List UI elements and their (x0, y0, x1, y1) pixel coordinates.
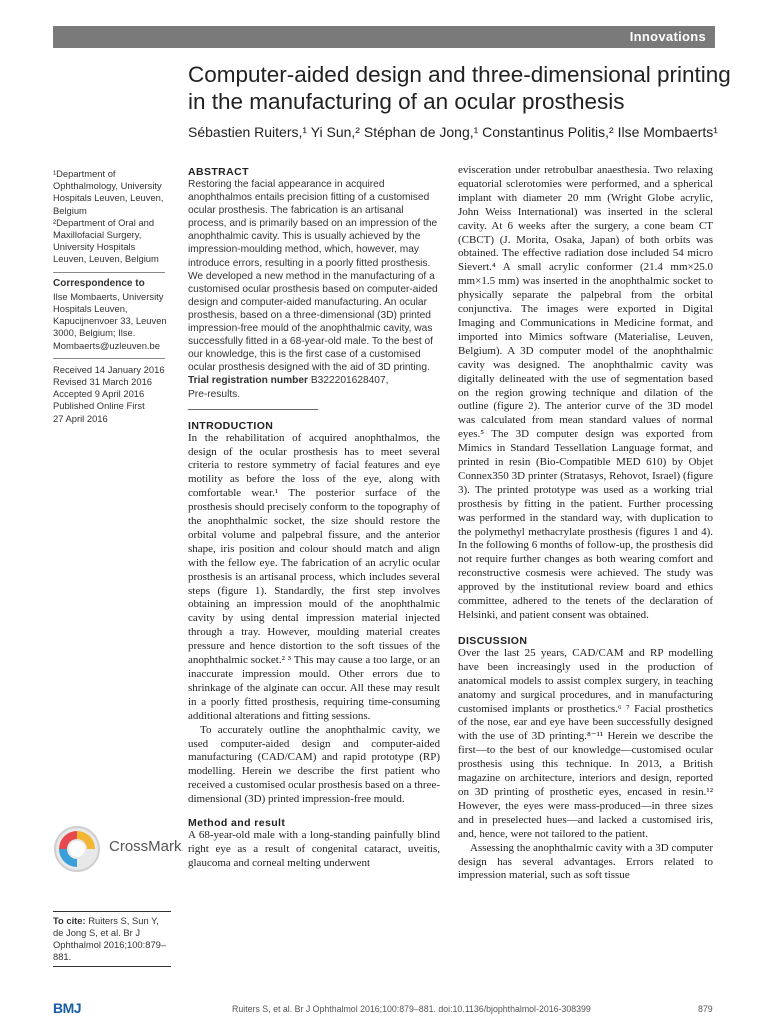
divider (188, 409, 318, 410)
page-number: 879 (698, 1004, 713, 1014)
affiliation-1: ¹Department of Ophthalmology, University Hospitals Leuven, Leuven, Belgium (53, 168, 164, 216)
sidebar (53, 168, 171, 425)
divider (53, 358, 165, 359)
middle-column (188, 166, 440, 871)
affiliation-2: ²Department of Oral and Maxillofacial Surgery, University Hospitals Leuven, Leuven, Belgium (53, 216, 159, 265)
author-list: Sébastien Ruiters,¹ Yi Sun,² Stéphan de Jong,¹ Constantinus Politis,² Ilse Mombaerts¹ (188, 124, 718, 140)
discussion-paragraph-1: Over the last 25 years, CAD/CAM and RP modelling have been increasingly used in the production of anatomical models to assist complex surgery, in teaching anatomy and surgical procedures, and in manufacturing customised implants or prosthetics.⁶ ⁷ Facial prosthetics of the nose, ear and eye have been successfully designed with the use of 3D printing.⁸⁻¹¹ Herein we describe the first—to the best of our knowledge—customised ocular prosthesis using this technique. In 2013, a British magazine on architecture, interiors and design, reported on 3D printing of prosthetic eyes, encased in resin.¹² However, the eyes were mass-produced—in three sizes and in preselected hues—and lacked a customised iris, and, hence, were not tailored to the patient. (458, 646, 713, 840)
footer-citation: Ruiters S, et al. Br J Ophthalmol 2016;100:879–881. doi:10.1136/bjophthalmol-2016-308399 (232, 1004, 591, 1014)
divider (53, 272, 165, 273)
published-label: Published Online First (53, 400, 145, 412)
abstract-heading: ABSTRACT (188, 166, 249, 178)
discussion-paragraph-2: Assessing the anophthalmic cavity with a 3D computer design has several advantages. Errors related to impression material, such as soft tissue (458, 841, 713, 882)
method-paragraph-continued: evisceration under retrobulbar anaesthesia. Two relaxing equatorial sclerotomies were performed, and a spherical implant with diameter 20 mm (Wright Globe acrylic, John Weiss International) was inserted in the scleral cavity. At 6 weeks after the surgery, a cone beam CT (CBCT) (J. Morita, Osaka, Japan) of both orbits was obtained. The effective radiation dose included 54 micro Sievert.⁴ A small acrylic conformer (21.4 mm×25.0 mm×1.5 mm) was inserted in the anophthalmic socket to physically separate the palpebral from the orbital conjunctiva. The images were exported in Digital Imaging and Communications in Medicine format, and imported into Mimics software (Materialise, Leuven, Belgium). A 3D computer model of the anophthalmic cavity was designed. The anophthalmic cavity was digitally delineated with the use of segmentation based on the region growing technique and dilation of the outline (figure 2). The anterior curve of the 3D model was calculated from mean standard values of normal eyes.⁵ The 3D computer design was exported from Mimics in Standard Tessellation Language format, and printed in resin (Bio-Compatible MED 610) by Objet Connex350 3D printer (Stratasys, Rehovot, Israel) (figure 3). The printed prototype was used as a working trial prosthesis by fitting in the patient. Further processing was performed in the standard way, with duplication to the polymethyl methacrylate prosthesis (figures 1 and 4). In the following 6 months of follow-up, the prosthesis did not require further changes as both wearing comfort and reconstructive cosmesis were achieved. The study was approved by the institutional review board and ethics committee, adhered to the tenets of the declaration of Helsinki, and patient consent was obtained. (458, 164, 713, 621)
correspondence-text: Ilse Mombaerts, University Hospitals Leuven, Kapucijnenvoer 33, Leuven 3000, Belgium; Ilse. Mombaerts@uzleuven.be (53, 290, 167, 351)
section-label: Innovations (629, 29, 706, 44)
trial-label: Trial registration number (188, 375, 309, 387)
introduction-heading: INTRODUCTION (188, 419, 274, 432)
crossmark-badge[interactable] (53, 825, 182, 873)
received-date: Received 14 January 2016 (53, 363, 165, 375)
trial-number: B322201628407, (310, 375, 389, 387)
crossmark-label: CrossMark (109, 838, 182, 855)
article-title: Computer-aided design and three-dimensional printing in the manufacturing of an ocular prosthesis (188, 62, 731, 114)
revised-date: Revised 31 March 2016 (53, 376, 153, 388)
introduction-paragraph-2: To accurately outline the anophthalmic cavity, we used computer-aided design and computer-aided manufacturing (CAD/CAM) and rapid prototype (RP) modelling. Herein we describe the first patient who received a customised ocular prosthesis based on a three-dimensional (3D) printed impression-free mould. (188, 723, 440, 806)
trial-status: Pre-results. (188, 388, 241, 400)
section-banner (53, 26, 715, 48)
cite-text: Ruiters S, Sun Y, de Jong S, et al. Br J Ophthalmol 2016;100:879–881. (53, 915, 167, 962)
correspondence-heading: Correspondence to (53, 277, 145, 289)
citation-box (53, 911, 171, 967)
crossmark-icon (53, 825, 101, 873)
method-heading: Method and result (188, 817, 286, 830)
right-column (458, 164, 713, 883)
cite-label: To cite: (53, 915, 86, 926)
accepted-date: Accepted 9 April 2016 (53, 388, 145, 400)
published-date: 27 April 2016 (53, 412, 108, 424)
method-paragraph-start: A 68-year-old male with a long-standing painfully blind right eye as a result of congenital cataract, uveitis, glaucoma and corneal melting underwent (188, 829, 440, 869)
abstract-text: Restoring the facial appearance in acquired anophthalmos entails precision fitting of a customised ocular prosthesis. The fabrication is an artisanal process, and is primarily based on an impression of the anophthalmic cavity. This is usually achieved by the impression-moulding method, which, however, may introduce errors, resulting in a poorly fitted prosthesis. We developed a new method in the manufacturing of a customised ocular prosthesis based on computer-aided design and computer-aided manufacturing. An ocular prosthesis, based on a three-dimensional (3D) printed impression-free mould of the anophthalmic cavity, was successfully fitted in a 68-year-old male. To the best of our knowledge, this is the first case of a customised ocular prosthesis designed with the aid of 3D printing. (188, 179, 438, 374)
introduction-paragraph-1: In the rehabilitation of acquired anophthalmos, the design of the ocular prosthesis has to meet several criteria to restore symmetry of facial features and eye motility as before the loss of the eye, along with comfortable wear.¹ The posterior surface of the prosthesis should precisely conform to the topography of the anophthalmic socket, the size should restore the orbital volume and palpebral fissure, and the anterior shape, iris position and colour should match and align with the fellow eye. The fabrication of an acrylic ocular prosthesis is an artisanal process, which includes several steps (figure 1). Standardly, the first step involves obtaining an impression mould of the anophthalmic cavity by using dental impression material injected through a tray. However, moulding material creates pressure and hence distortion to the soft tissues of the anophthalmic socket.² ³ This may cause a too large, or an inaccurate impression mould. Other errors due to shrinkage of the alginate can occur. All these may result in a poorly fitted prosthesis, requiring time-consuming additional alterations and fitting sessions. (188, 431, 440, 722)
discussion-heading: DISCUSSION (458, 634, 528, 647)
bmj-logo: BMJ (53, 1000, 82, 1016)
